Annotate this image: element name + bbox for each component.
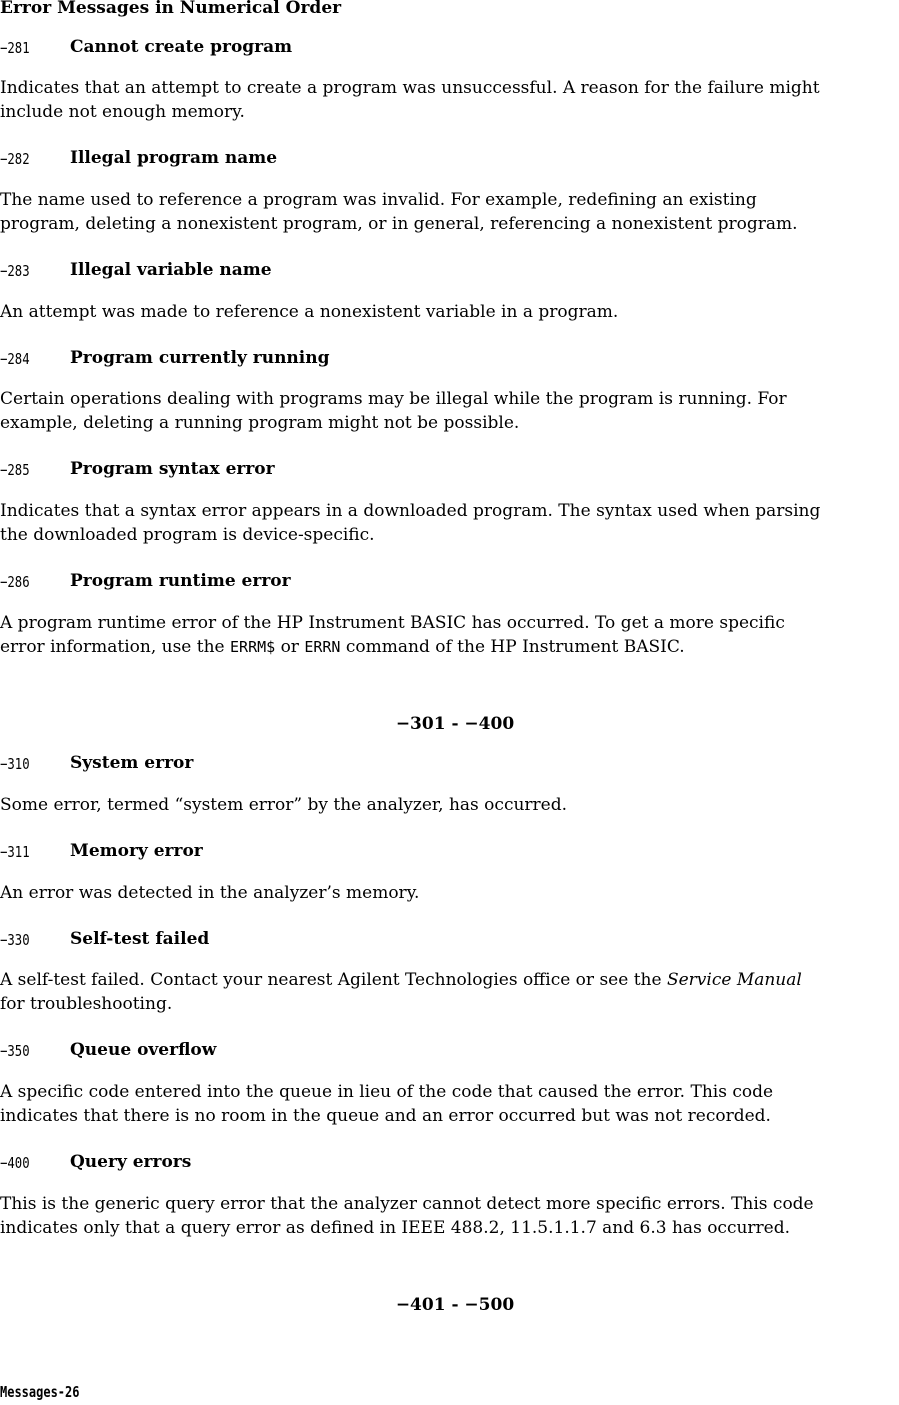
- error-title: Query errors: [70, 1152, 192, 1172]
- error-code: −283: [0, 262, 30, 280]
- command-errm: ERRM$: [230, 638, 276, 656]
- error-description: This is the generic query error that the analyzer cannot detect more specific errors. This code: [0, 1194, 814, 1214]
- error-title: Cannot create program: [70, 37, 293, 57]
- error-code: −286: [0, 573, 30, 591]
- error-title: Program runtime error: [70, 571, 291, 591]
- error-code: −284: [0, 350, 30, 368]
- error-title: Queue overflow: [70, 1040, 217, 1060]
- error-code: −400: [0, 1154, 30, 1172]
- error-description: An attempt was made to reference a nonexistent variable in a program.: [0, 302, 619, 322]
- range-heading: −301 - −400: [395, 714, 515, 734]
- page-number-label: Messages-26: [0, 1383, 80, 1401]
- error-description: [0, 968, 899, 992]
- error-code: −281: [0, 39, 30, 57]
- error-description: Some error, termed “system error” by the analyzer, has occurred.: [0, 795, 568, 815]
- error-title: Self-test failed: [70, 929, 210, 949]
- error-code: −330: [0, 931, 30, 949]
- error-description: Indicates that an attempt to create a program was unsuccessful. A reason for the failure might: [0, 78, 820, 98]
- error-description: The name used to reference a program was invalid. For example, redefining an existing: [0, 190, 757, 210]
- error-code: −285: [0, 461, 30, 479]
- service-manual-reference: Service Manual: [666, 970, 802, 990]
- error-description: An error was detected in the analyzer’s memory.: [0, 883, 420, 903]
- desc-text: A self-test failed. Contact your nearest Agilent Technologies office or see the: [0, 970, 667, 990]
- error-title: System error: [70, 753, 194, 773]
- error-title: Program syntax error: [70, 459, 275, 479]
- error-code: −310: [0, 755, 30, 773]
- error-description: indicates only that a query error as defined in IEEE 488.2, 11.5.1.1.7 and 6.3 has occurred.: [0, 1218, 791, 1238]
- desc-text: or: [275, 637, 305, 657]
- error-description: A program runtime error of the HP Instrument BASIC has occurred. To get a more specific: [0, 613, 785, 633]
- desc-text: error information, use the: [0, 637, 231, 657]
- error-description: Indicates that a syntax error appears in a downloaded program. The syntax used when parsing: [0, 501, 821, 521]
- error-title: Illegal variable name: [70, 260, 272, 280]
- error-description: example, deleting a running program might not be possible.: [0, 413, 520, 433]
- page-title: Error Messages in Numerical Order: [0, 0, 342, 18]
- error-description: program, deleting a nonexistent program, or in general, referencing a nonexistent program.: [0, 214, 798, 234]
- error-description: [0, 635, 899, 659]
- error-code: −311: [0, 843, 30, 861]
- error-title: Program currently running: [70, 348, 330, 368]
- error-code: −350: [0, 1042, 30, 1060]
- error-title: Memory error: [70, 841, 203, 861]
- range-heading: −401 - −500: [395, 1295, 515, 1315]
- error-description: Certain operations dealing with programs may be illegal while the program is running. For: [0, 389, 787, 409]
- error-description: for troubleshooting.: [0, 994, 173, 1014]
- error-title: Illegal program name: [70, 148, 278, 168]
- error-code: −282: [0, 150, 30, 168]
- desc-text: command of the HP Instrument BASIC.: [340, 637, 685, 657]
- error-description: include not enough memory.: [0, 102, 245, 122]
- error-description: the downloaded program is device-specific.: [0, 525, 375, 545]
- command-errn: ERRN: [304, 638, 341, 656]
- error-description: indicates that there is no room in the queue and an error occurred but was not recorded.: [0, 1106, 771, 1126]
- error-description: A specific code entered into the queue in lieu of the code that caused the error. This code: [0, 1082, 774, 1102]
